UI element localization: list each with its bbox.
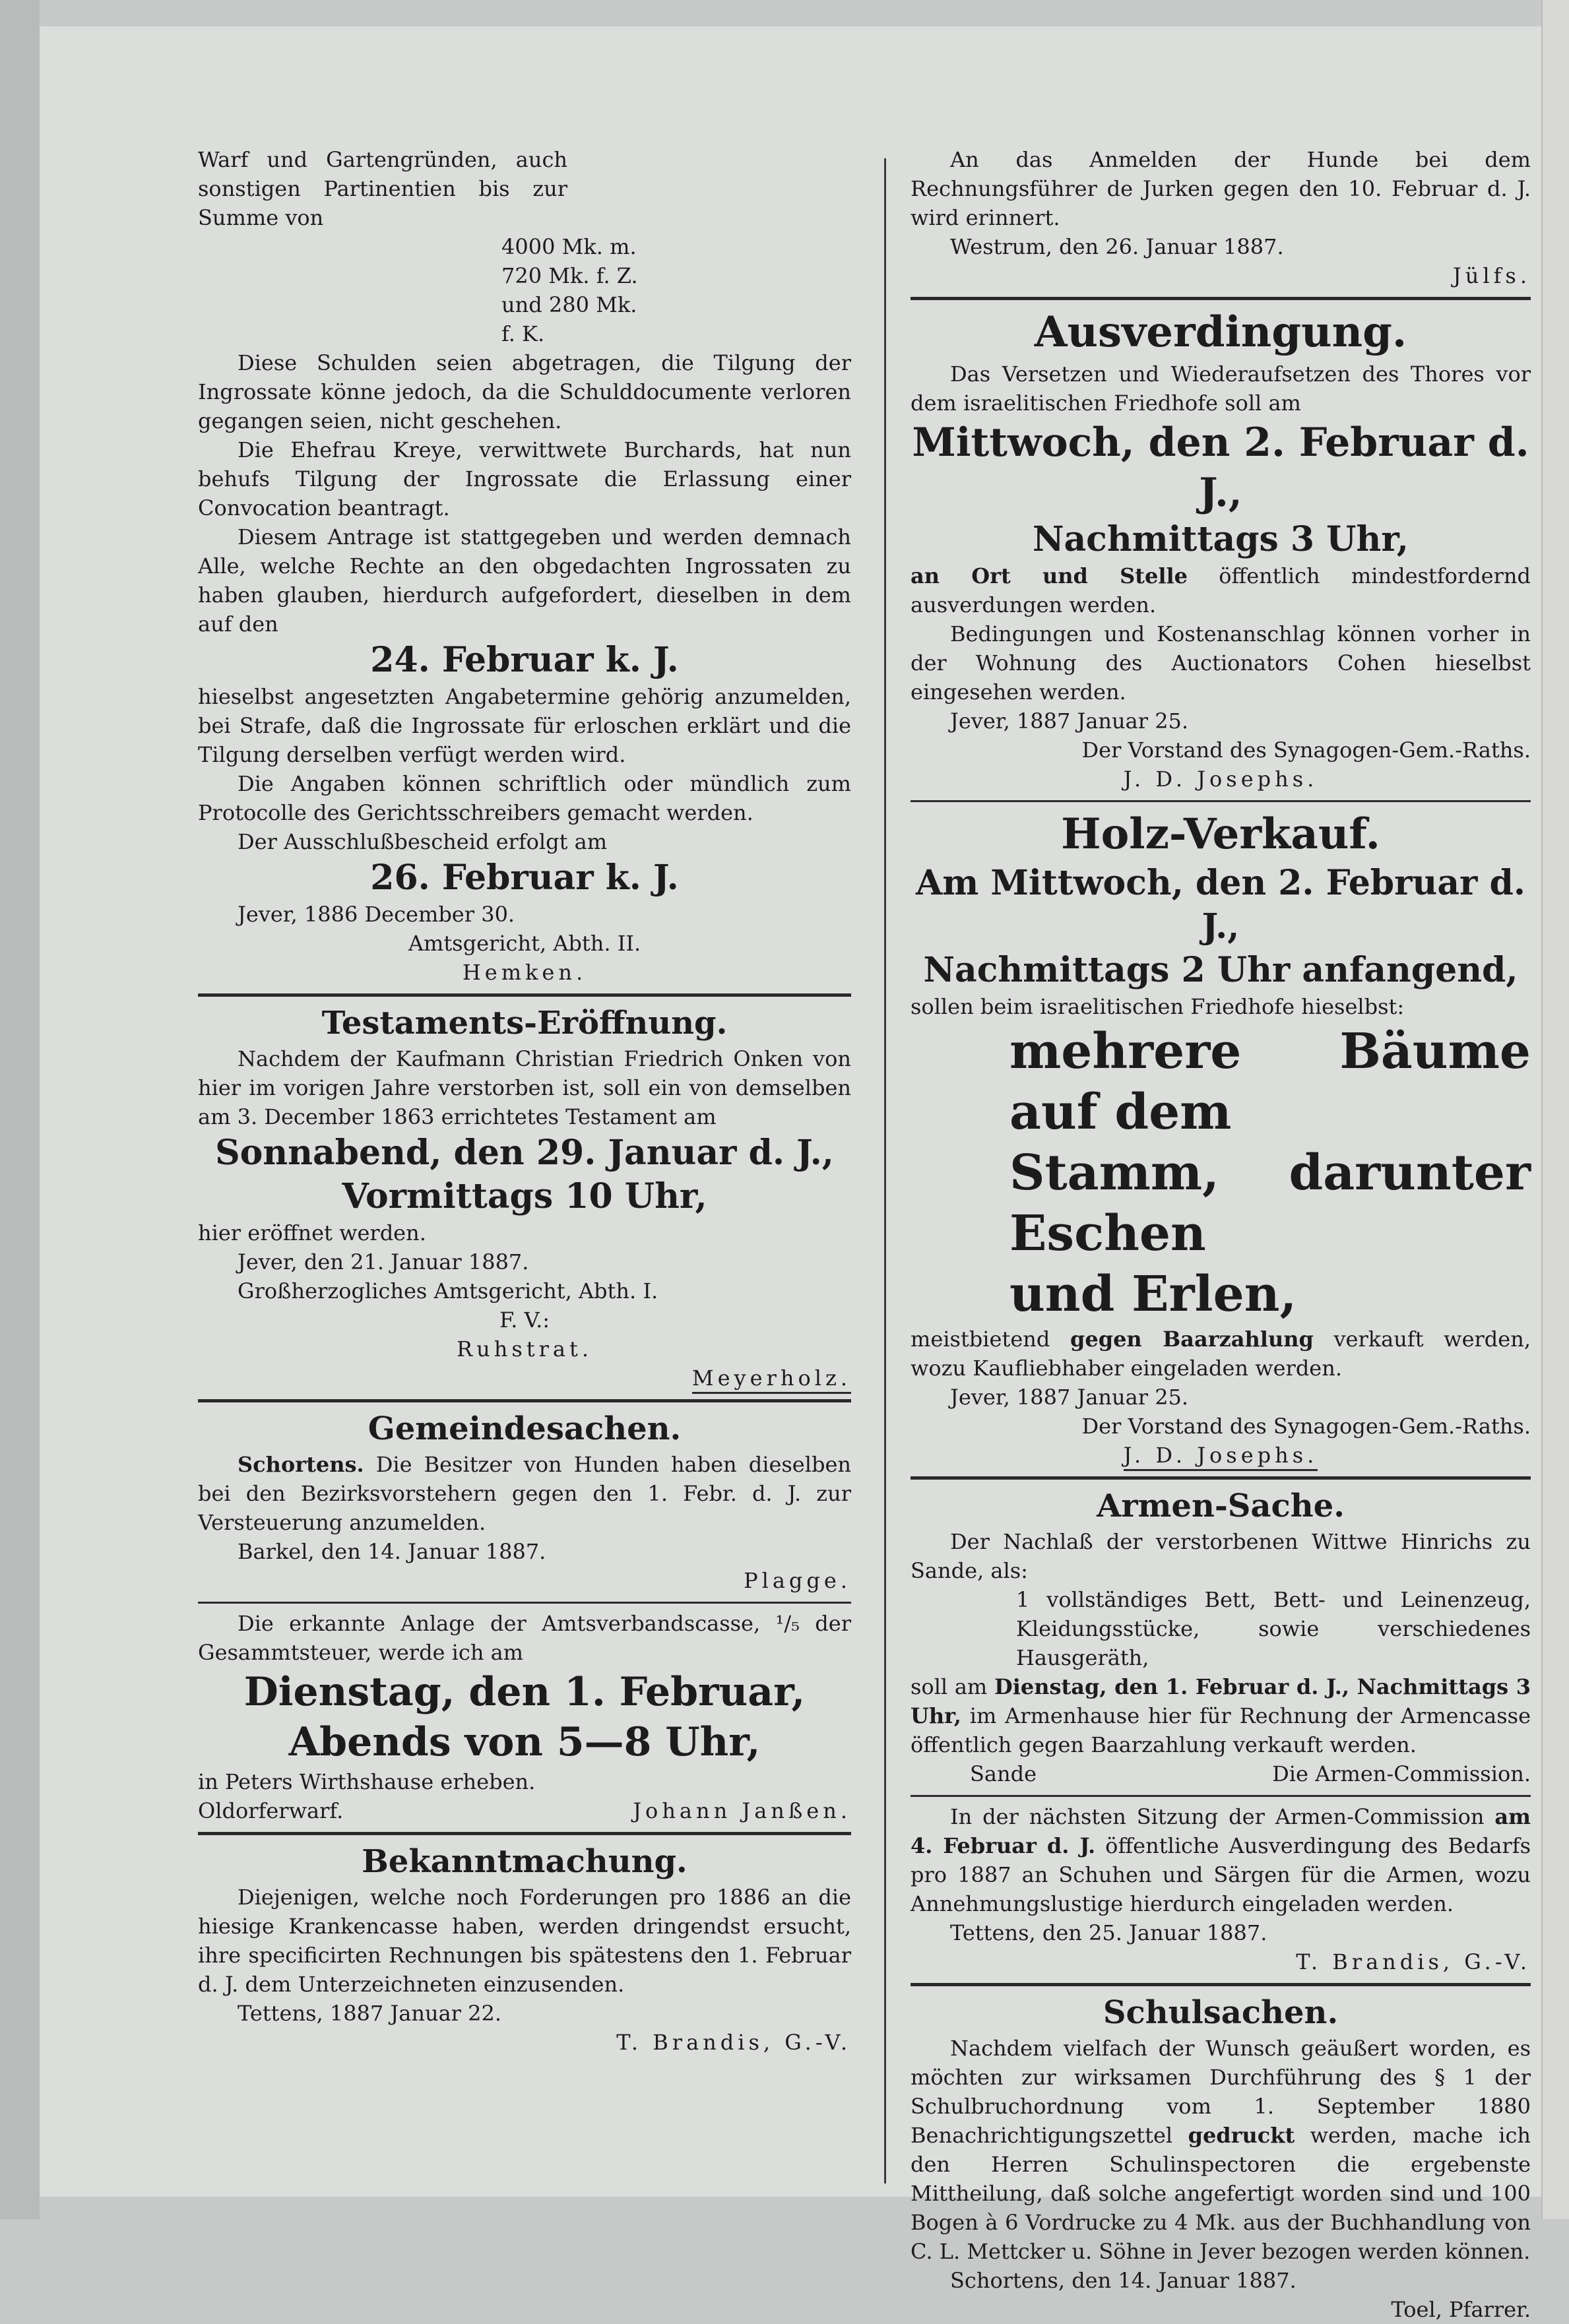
holz-body: meistbietend <box>911 1327 1070 1352</box>
schul-emphasis: gedruckt <box>1188 2123 1295 2148</box>
section-rule <box>198 993 851 997</box>
armen-body: soll am <box>911 1674 994 1699</box>
armen-sache-heading: Armen-Sache. <box>1097 1488 1345 1524</box>
testament-body: hier eröffnet werden. <box>198 1220 426 1245</box>
notice-lead: Schortens. <box>238 1452 364 1477</box>
notice-body: Die Besitzer von Hunden haben dieselben bei den Bezirksvorstehern gegen den 1. Febr. d. J. zur Versteuerung anzumelden. <box>198 1452 851 1535</box>
sitzung-date: am 4. Februar d. J. <box>911 1804 1531 1858</box>
signer: Toel, Pfarrer. <box>1391 2297 1531 2322</box>
testament-time: Vormittags 10 Uhr, <box>342 1176 707 1216</box>
ausverdingung-heading: Ausverdingung. <box>1034 307 1407 357</box>
place-date: Tettens, 1887 Januar 22. <box>238 2001 501 2026</box>
place-date: Barkel, den 14. Januar 1887. <box>238 1539 546 1564</box>
board-name: Der Vorstand des Synagogen-Gem.-Raths. <box>1081 738 1531 763</box>
hunde-body: An das Anmelden der Hunde bei dem Rechnungsführer de Jurken gegen den 10. Februar d. J. wird erinnert. <box>911 147 1531 230</box>
amtsverband-time: Abends von 5—8 Uhr, <box>288 1719 761 1765</box>
signer: J. D. Josephs. <box>1124 1443 1318 1471</box>
amount-line-1: 4000 Mk. m. <box>501 234 637 259</box>
signer: J. D. Josephs. <box>1123 767 1318 792</box>
section-rule <box>911 800 1531 802</box>
ausverdingung-body: Das Versetzen und Wiederaufsetzen des Thores vor dem israelitischen Friedhofe soll am <box>911 361 1531 416</box>
page-binding-edge <box>0 0 40 2219</box>
convocation-paragraph: Diese Schulden seien abgetragen, die Tilgung der Ingrossate könne jedoch, da die Schulddocumente verloren gegangen seien, nicht geschehen. <box>198 350 851 433</box>
holz-date: Am Mittwoch, den 2. Februar d. J., <box>915 863 1526 947</box>
ausverdingung-body: Bedingungen und Kostenanschlag können vorher in der Wohnung des Auctionators Cohen hieselbst eingesehen werden. <box>911 621 1531 705</box>
holz-headline: mehrere Bäume auf dem <box>1009 1023 1531 1141</box>
holz-body: sollen beim israelitischen Friedhofe hieselbst: <box>911 994 1405 1019</box>
gemeindesachen-heading: Gemeindesachen. <box>368 1410 682 1447</box>
place-date: Jever, 1887 Januar 25. <box>950 1385 1189 1410</box>
signer-label: F. V.: <box>499 1307 550 1333</box>
holz-verkauf-heading: Holz-Verkauf. <box>1061 809 1380 859</box>
holz-time: Nachmittags 2 Uhr anfangend, <box>923 950 1518 990</box>
convocation-continued-text: Warf und Gartengründen, auch sonstigen Partinentien bis zur Summe von <box>198 147 567 230</box>
convocation-date: 24. Februar k. J. <box>370 640 679 680</box>
ausverdingung-date: Mittwoch, den 2. Februar d. J., <box>912 420 1529 516</box>
testament-date: Sonnabend, den 29. Januar d. J., <box>215 1133 834 1173</box>
holz-headline: und Erlen, <box>1009 1266 1297 1323</box>
convocation-date: 26. Februar k. J. <box>370 858 679 898</box>
place-date: Schortens, den 14. Januar 1887. <box>950 2268 1297 2293</box>
place-date: Jever, 1887 Januar 25. <box>950 708 1189 734</box>
bekanntmachung-body: Diejenigen, welche noch Forderungen pro 1886 an die hiesige Krankencasse haben, werden dringendst ersucht, ihre specificirten Rechnungen bis spätestens den 1. Februar d. J. dem Unterzeichneten einzusenden. <box>198 1885 851 1997</box>
place: Oldorferwarf. <box>198 1798 344 1823</box>
place-date: Westrum, den 26. Januar 1887. <box>950 234 1284 259</box>
section-rule <box>911 1983 1531 1986</box>
holz-payment: gegen Baarzahlung <box>1070 1327 1314 1352</box>
right-column <box>911 145 1531 2324</box>
section-rule <box>911 1795 1531 1797</box>
notice-body: öffentlich mindestfordernd ausverdungen werden. <box>911 563 1531 617</box>
convocation-paragraph: hieselbst angesetzten Angabetermine gehörig anzumelden, bei Strafe, daß die Ingrossate für erloschen erklärt und die Tilgung derselben verfügt werden wird. <box>198 684 851 767</box>
signer: Hemken. <box>462 960 587 985</box>
signer: Plagge. <box>744 1568 851 1593</box>
signer: Ruhstrat. <box>457 1336 592 1362</box>
signature-line <box>198 1796 851 1825</box>
section-rule <box>198 1602 851 1604</box>
amount-line-3: und 280 Mk. <box>501 292 637 317</box>
bekanntmachung-heading: Bekanntmachung. <box>362 1843 688 1880</box>
place: Sande <box>970 1761 1037 1786</box>
court-name: Großherzogliches Amtsgericht, Abth. I. <box>238 1278 658 1303</box>
sitzung-body: öffentliche Ausverdingung des Bedarfs pro 1887 an Schuhen und Särgen für die Armen, wozu Annehmungslustige hierdurch eingeladen werden. <box>911 1833 1531 1916</box>
board-name: Der Vorstand des Synagogen-Gem.-Raths. <box>1081 1414 1531 1439</box>
schulsachen-heading: Schulsachen. <box>1103 1994 1339 2031</box>
place-date: Jever, den 21. Januar 1887. <box>238 1249 529 1274</box>
amtsverband-location: in Peters Wirthshause erheben. <box>198 1769 536 1794</box>
holz-headline: Stamm, darunter Eschen <box>1009 1145 1531 1262</box>
place-date: Tettens, den 25. Januar 1887. <box>950 1920 1267 1945</box>
notice-lead: an Ort und Stelle <box>911 563 1188 588</box>
convocation-paragraph: Diesem Antrage ist stattgegeben und werden demnach Alle, welche Rechte an den obgedachten Ingrossaten zu haben glauben, hierdurch aufgefordert, dieselben in dem auf den <box>198 524 851 637</box>
schul-body: Nachdem vielfach der Wunsch geäußert worden, es möchten zur wirksamen Durchführung des § 1 der Schulbruchordnung vom 1. September 1880 Benachrichtigungszettel <box>911 2036 1531 2148</box>
amtsverband-date: Dienstag, den 1. Februar, <box>243 1669 806 1715</box>
sitzung-body: In der nächsten Sitzung der Armen-Commission <box>950 1804 1495 1829</box>
testament-body: Nachdem der Kaufmann Christian Friedrich Onken von hier im vorigen Jahre verstorben ist, soll ein von demselben am 3. December 1863 errichtetes Testament am <box>198 1046 851 1129</box>
amtsverband-body: Die erkannte Anlage der Amtsverbandscasse, ¹/₅ der Gesammtsteuer, werde ich am <box>198 1611 851 1665</box>
signer: T. Brandis, G.-V. <box>616 2030 851 2055</box>
signer: Meyerholz. <box>692 1366 851 1394</box>
signer: Jülfs. <box>1452 263 1531 288</box>
place-date: Jever, 1886 December 30. <box>238 902 515 927</box>
section-rule <box>198 1832 851 1835</box>
section-rule <box>911 297 1531 300</box>
armen-body: im Armenhause hier für Rechnung der Armencasse öffentlich gegen Baarzahlung verkauft werden. <box>911 1703 1531 1757</box>
convocation-paragraph: Die Angaben können schriftlich oder mündlich zum Protocolle des Gerichtsschreibers gemacht werden. <box>198 771 851 825</box>
signature-line <box>911 1759 1531 1788</box>
schul-body: werden, mache ich den Herren Schulinspectoren die ergebenste Mittheilung, daß solche angefertigt worden sind und 100 Bogen à 6 Vordrucke zu 4 Mk. aus der Buchhandlung von C. L. Mettcker u. Söhne in Jever bezogen werden können. <box>911 2123 1531 2264</box>
signer: Johann Janßen. <box>633 1798 851 1823</box>
convocation-paragraph: Der Ausschlußbescheid erfolgt am <box>238 829 608 854</box>
section-rule <box>198 1399 851 1402</box>
amount-line-4: f. K. <box>501 321 545 346</box>
convocation-paragraph: Die Ehefrau Kreye, verwittwete Burchards, hat nun behufs Tilgung der Ingrossate die Erlassung einer Convocation beantragt. <box>198 437 851 520</box>
signer: Die Armen-Commission. <box>1272 1761 1531 1786</box>
amount-line-2: 720 Mk. f. Z. <box>501 263 638 288</box>
ausverdingung-time: Nachmittags 3 Uhr, <box>1032 519 1409 559</box>
testament-heading: Testaments-Eröffnung. <box>321 1005 728 1042</box>
column-divider <box>884 158 886 2183</box>
armen-items: 1 vollständiges Bett, Bett- und Leinenzeug, Kleidungsstücke, sowie verschiedenes Hausgeräth, <box>1016 1587 1531 1670</box>
left-column <box>198 145 851 2057</box>
signer: T. Brandis, G.-V. <box>1296 1949 1531 1974</box>
armen-date: Dienstag, den 1. Februar d. J., Nachmittags 3 Uhr, <box>911 1674 1531 1728</box>
holz-body: verkauft werden, wozu Kaufliebhaber eingeladen werden. <box>911 1327 1531 1381</box>
page-right-edge <box>1541 0 1569 2219</box>
armen-body: Der Nachlaß der verstorbenen Wittwe Hinrichs zu Sande, als: <box>911 1529 1531 1583</box>
section-rule <box>911 1476 1531 1480</box>
court-name: Amtsgericht, Abth. II. <box>408 931 641 956</box>
